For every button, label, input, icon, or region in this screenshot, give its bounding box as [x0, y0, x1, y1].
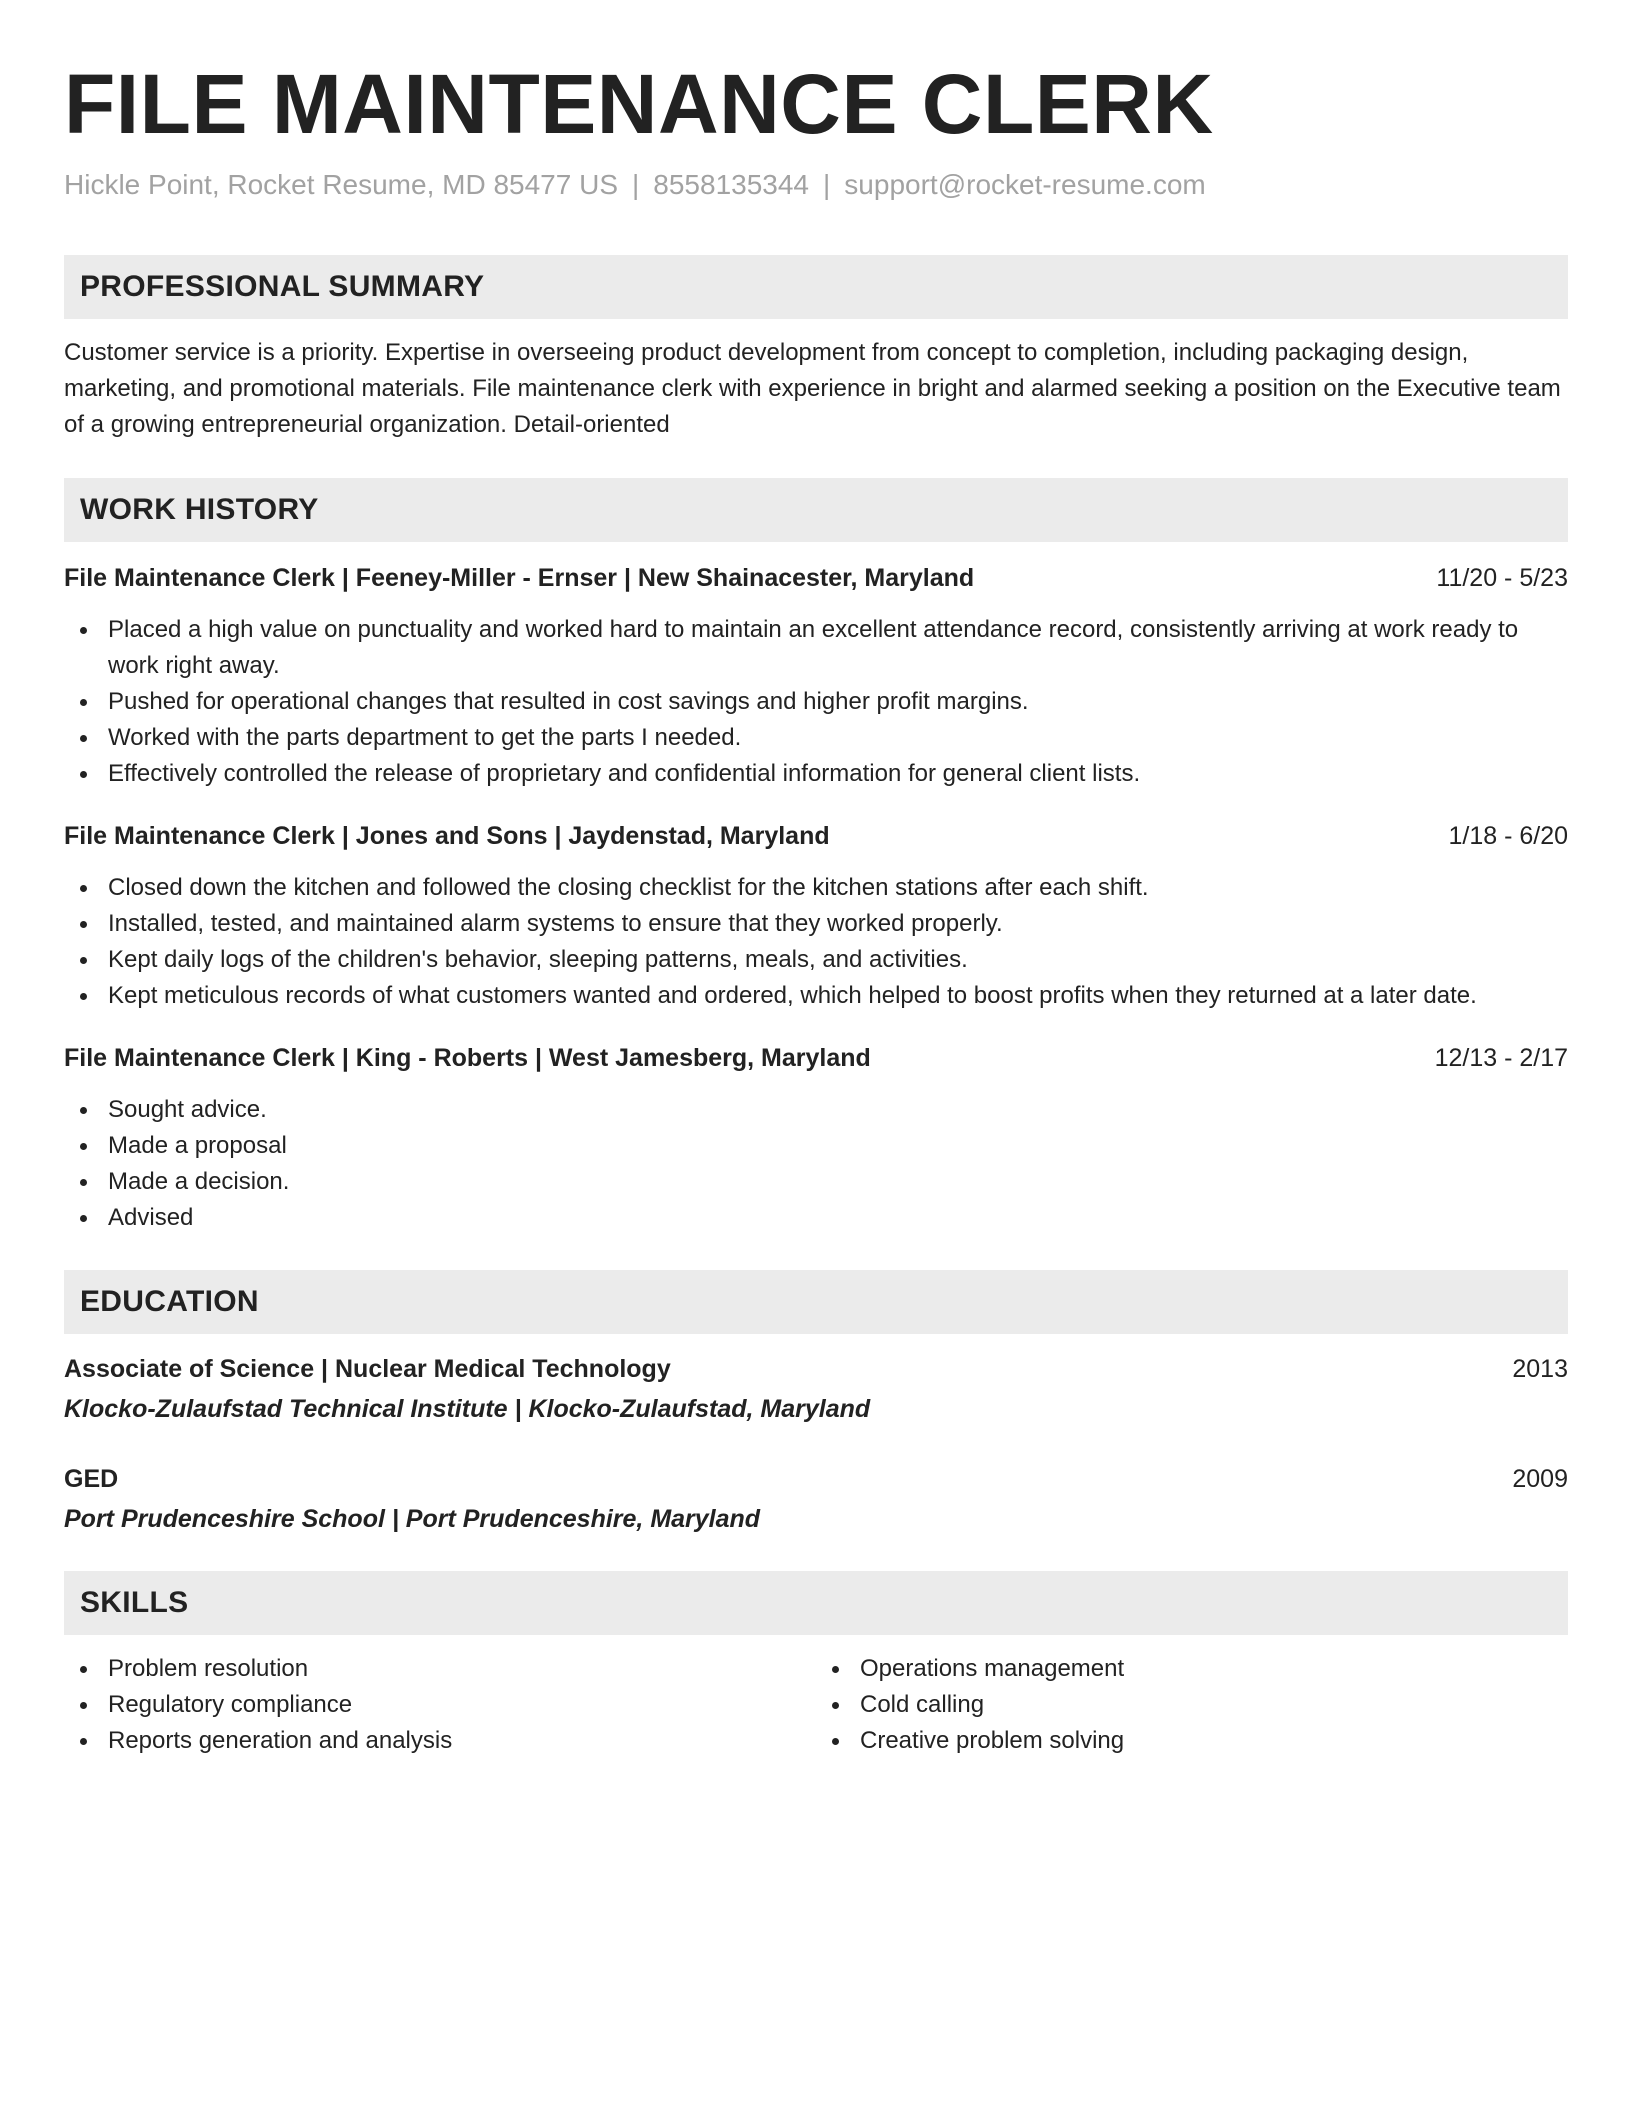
skill-item: Regulatory compliance	[108, 1687, 816, 1723]
contact-line	[64, 168, 1568, 202]
job-bullet: Effectively controlled the release of proprietary and confidential information for general client lists.	[108, 756, 1568, 792]
job-bullet: Made a decision.	[108, 1164, 1568, 1200]
job-bullets	[64, 612, 1568, 792]
job-entry	[64, 560, 1568, 792]
job-bullet: Placed a high value on punctuality and worked hard to maintain an excellent attendance record, consistently arriving at work ready to work right away.	[108, 612, 1568, 684]
education-header	[64, 1351, 1568, 1387]
job-bullet: Installed, tested, and maintained alarm systems to ensure that they worked properly.	[108, 906, 1568, 942]
job-bullets	[64, 1092, 1568, 1236]
contact-separator: |	[823, 169, 831, 200]
education-entry	[64, 1351, 1568, 1427]
job-dates: 1/18 - 6/20	[1448, 822, 1568, 850]
skill-item: Cold calling	[860, 1687, 1568, 1723]
education-school: Klocko-Zulaufstad Technical Institute | Klocko-Zulaufstad, Maryland	[64, 1395, 871, 1423]
contact-address: Hickle Point, Rocket Resume, MD 85477 US	[64, 169, 618, 200]
education-year: 2009	[1512, 1465, 1568, 1493]
section-heading-work-history: WORK HISTORY	[64, 478, 1568, 542]
skills-columns	[64, 1651, 1568, 1759]
skill-item: Problem resolution	[108, 1651, 816, 1687]
education-degree: Associate of Science | Nuclear Medical Technology	[64, 1355, 671, 1383]
education-year: 2013	[1512, 1355, 1568, 1383]
contact-separator: |	[632, 169, 640, 200]
job-bullet: Advised	[108, 1200, 1568, 1236]
skill-item: Operations management	[860, 1651, 1568, 1687]
job-bullet: Pushed for operational changes that resulted in cost savings and higher profit margins.	[108, 684, 1568, 720]
job-bullet: Kept daily logs of the children's behavior, sleeping patterns, meals, and activities.	[108, 942, 1568, 978]
section-heading-education: EDUCATION	[64, 1270, 1568, 1334]
section-heading-summary: PROFESSIONAL SUMMARY	[64, 255, 1568, 319]
job-bullet: Made a proposal	[108, 1128, 1568, 1164]
education-entry	[64, 1461, 1568, 1537]
job-bullet: Closed down the kitchen and followed the closing checklist for the kitchen stations after each shift.	[108, 870, 1568, 906]
job-dates: 12/13 - 2/17	[1434, 1044, 1568, 1072]
job-entry	[64, 1040, 1568, 1236]
resume-name: FILE MAINTENANCE CLERK	[64, 57, 1214, 151]
skills-list-left	[64, 1651, 816, 1759]
job-entry	[64, 818, 1568, 1014]
job-bullet: Sought advice.	[108, 1092, 1568, 1128]
job-title: File Maintenance Clerk | Feeney-Miller - Ernser | New Shainacester, Maryland	[64, 564, 975, 592]
job-title: File Maintenance Clerk | King - Roberts | West Jamesberg, Maryland	[64, 1044, 871, 1072]
skills-list-right	[816, 1651, 1568, 1759]
summary-text: Customer service is a priority. Expertise in overseeing product development from concept to completion, including packaging design, marketing, and promotional materials. File maintenance clerk with experience in bright and alarmed seeking a position on the Executive team of a growing entrepreneurial organization. Detail-oriented	[64, 339, 1561, 438]
contact-email: support@rocket-resume.com	[844, 169, 1206, 200]
job-dates: 11/20 - 5/23	[1436, 564, 1568, 592]
section-heading-skills: SKILLS	[64, 1571, 1568, 1635]
contact-phone: 8558135344	[653, 169, 810, 200]
job-header	[64, 560, 1568, 596]
job-header	[64, 1040, 1568, 1076]
education-degree: GED	[64, 1465, 119, 1493]
job-bullets	[64, 870, 1568, 1014]
job-title: File Maintenance Clerk | Jones and Sons | Jaydenstad, Maryland	[64, 822, 830, 850]
job-bullet: Kept meticulous records of what customers wanted and ordered, which helped to boost profits when they returned at a later date.	[108, 978, 1568, 1014]
skill-item: Creative problem solving	[860, 1723, 1568, 1759]
job-bullet: Worked with the parts department to get the parts I needed.	[108, 720, 1568, 756]
skill-item: Reports generation and analysis	[108, 1723, 816, 1759]
education-school: Port Prudenceshire School | Port Prudenceshire, Maryland	[64, 1505, 761, 1533]
education-header	[64, 1461, 1568, 1497]
job-header	[64, 818, 1568, 854]
